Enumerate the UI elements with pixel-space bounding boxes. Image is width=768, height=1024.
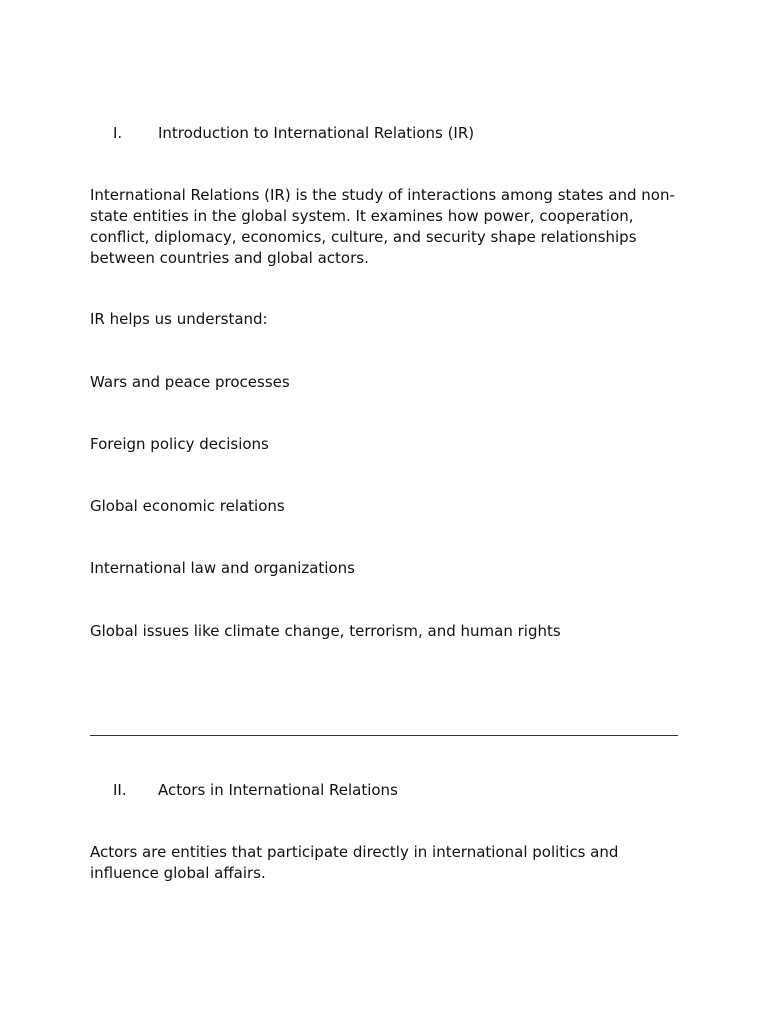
list-item: Wars and peace processes [90, 373, 290, 391]
paragraph-line: influence global affairs. [90, 864, 266, 882]
paragraph-line: International Relations (IR) is the study of interactions among states and non- [90, 186, 675, 204]
list-item: Global issues like climate change, terrorism, and human rights [90, 622, 561, 640]
paragraph-line: Actors are entities that participate directly in international politics and [90, 843, 619, 861]
paragraph-line: state entities in the global system. It examines how power, cooperation, [90, 207, 634, 225]
section-divider [90, 735, 678, 736]
paragraph-line: conflict, diplomacy, economics, culture, and security shape relationships [90, 228, 637, 246]
section-1-title: Introduction to International Relations (IR) [158, 124, 475, 142]
paragraph-line: between countries and global actors. [90, 249, 369, 267]
list-item: International law and organizations [90, 559, 355, 577]
section-2-paragraph [90, 842, 690, 884]
section-2-number: II. [113, 781, 127, 799]
section-1-number: I. [113, 124, 123, 142]
lead-in-text: IR helps us understand: [90, 310, 268, 328]
section-1-paragraph [90, 185, 690, 269]
section-2-title: Actors in International Relations [158, 781, 398, 799]
list-item: Foreign policy decisions [90, 435, 269, 453]
list-item: Global economic relations [90, 497, 285, 515]
